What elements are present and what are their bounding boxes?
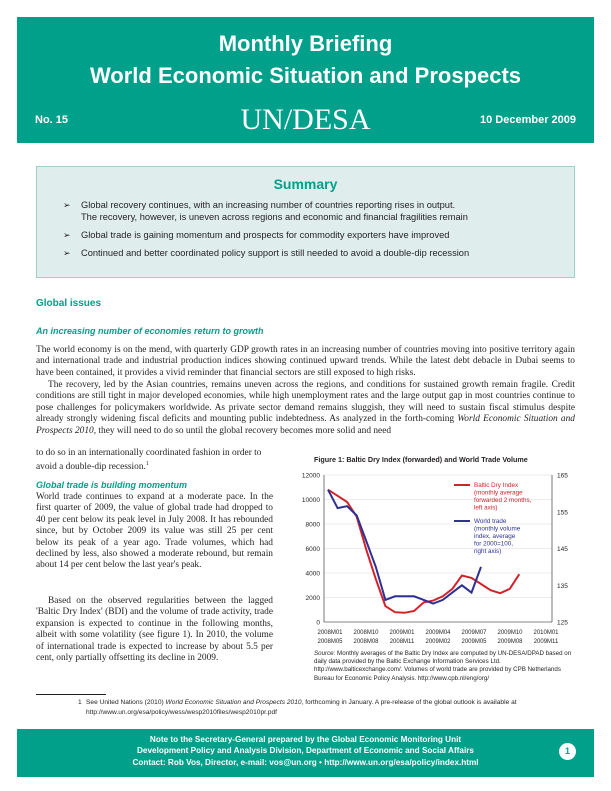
y-left-tick-label: 4000 <box>305 570 320 578</box>
summary-item-text: Global recovery continues, with an increasing number of countries reporting rises in output. <box>81 200 456 210</box>
y-left-tick-label: 12000 <box>301 472 320 480</box>
briefing-title: Monthly Briefing <box>218 31 393 56</box>
legend-entry: right axis) <box>474 548 502 555</box>
org-logo-text: UN/DESA <box>240 103 371 136</box>
x-tick-label: 2008M10 <box>353 630 379 636</box>
y-left-tick-label: 10000 <box>301 497 320 504</box>
footnote-number: 1 <box>78 699 82 706</box>
arrow-bullet-icon: ➢ <box>63 230 71 240</box>
footnote-marker: 1 <box>145 461 149 468</box>
paragraph-2-text: , they will need to do so until the global recovery becomes more solid and need <box>93 425 392 436</box>
x-tick-label: 2008M01 <box>317 630 343 636</box>
paragraph-2-tail <box>36 448 273 474</box>
legend-entry: left axis) <box>474 504 498 512</box>
paragraph-2-text: The recovery, led by the Asian countries, remains uneven across the regions, and conditions for sustained growth remain fragile. Credit conditions are still tight in major developed economies, while high unemployment rates and the large output gap in most countries continue to pose challenges for policymakers worldwide. As private sector demand remains sluggish, they will need to sustain fiscal stimulus despite already strongly widening fiscal deficits and mounting public indebtedness. As analyzed in the forth-coming <box>36 380 575 425</box>
summary-list <box>63 199 563 265</box>
footer-lines <box>17 734 594 768</box>
arrow-bullet-icon: ➢ <box>63 200 71 210</box>
subheading-growth: An increasing number of economies return to growth <box>36 326 264 336</box>
x-tick-label: 2009M04 <box>425 630 451 636</box>
paragraph-4: Based on the observed regularities between the lagged 'Baltic Dry Index' (BDI) and the volume of trade activity, trade expansion is expected to continue in the following months, albeit with some volatility (see figure 1). In 2010, the volume of international trade is expected to increase by about 5.5 per cent, only partially offsetting its decline in 2009. <box>36 596 273 664</box>
paragraph-2 <box>36 380 575 437</box>
x-tick-label: 2009M07 <box>461 630 487 636</box>
legend-entry: forwarded 2 months, <box>474 497 532 504</box>
x-tick-label: 2010M01 <box>533 630 559 636</box>
footnote-title: World Economic Situation and Prospects 2010 <box>165 699 302 706</box>
summary-item-text: The recovery, however, is uneven across regions and economic and financial fragilities remain <box>81 212 468 222</box>
subheading-trade: Global trade is building momentum <box>36 480 188 490</box>
y-right-tick-label: 125 <box>557 619 568 627</box>
issue-number: No. 15 <box>35 114 69 126</box>
x-tick-label: 2009M08 <box>497 639 523 645</box>
paragraph-2-tail-text: to do so in an internationally coordinated fashion in order to avoid a double-dip recession. <box>36 448 262 473</box>
y-left-tick-label: 6000 <box>305 546 320 553</box>
legend-entry: (monthly volume <box>474 525 521 533</box>
briefing-subtitle: World Economic Situation and Prospects <box>89 63 522 88</box>
y-right-tick-label: 145 <box>557 546 568 553</box>
y-right-tick-label: 155 <box>557 509 568 517</box>
legend-entry: (monthly average <box>474 489 523 497</box>
legend-entry: for 2000=100, <box>474 540 514 548</box>
summary-box <box>36 166 575 278</box>
x-tick-label: 2009M11 <box>533 639 559 645</box>
summary-title: Summary <box>273 176 338 192</box>
summary-item <box>63 247 563 259</box>
x-tick-label: 2009M02 <box>425 639 451 645</box>
issue-date: 10 December 2009 <box>479 114 576 126</box>
footnote <box>78 698 576 717</box>
publication-title: World Economic Situation and Prospects 2010 <box>36 414 575 436</box>
footer-contact: Contact: Rob Vos, Director, e-mail: vos@un.org • http://www.un.org/esa/policy/index.html <box>132 757 479 767</box>
x-tick-label: 2008M11 <box>389 639 415 645</box>
page-number: 1 <box>559 743 576 760</box>
source-label: Source: <box>314 650 336 657</box>
footer-banner <box>17 729 594 777</box>
y-right-tick-label: 165 <box>557 472 568 480</box>
legend-entry: index, average <box>474 533 516 540</box>
footnote-text: , forthcoming in January. A pre-release of the global outlook is available at http://www.un.org/esa/policy/wess/wesp2010files/wesp2010pr.pdf <box>86 699 517 716</box>
y-left-tick-label: 8000 <box>305 521 320 529</box>
arrow-bullet-icon: ➢ <box>63 248 71 258</box>
figure-source <box>314 650 579 683</box>
footer-line: Development Policy and Analysis Division, Department of Economic and Social Affairs <box>137 746 474 756</box>
paragraph-3: World trade continues to expand at a moderate pace. In the first quarter of 2009, the value of global trade had dropped to 40 per cent below its peak level in July 2008. It has rebounded since, but by October 2009 its value was still 25 per cent below its peak of a year ago. Trade volumes, which had declined by less, also showed a moderate rebound, but remain about 14 per cent below the last year's peak. <box>36 492 273 571</box>
paragraph-1: The world economy is on the mend, with quarterly GDP growth rates in an increasing number of countries moving into positive territory again and international trade and industrial production indices showing continued upward trends. While the latest debt debacle in Dubai seems to have been contained, it provides a vivid reminder that financial sectors are still exposed to high risks. <box>36 345 575 378</box>
summary-item-text: Global trade is gaining momentum and prospects for commodity exporters have improved <box>81 230 450 240</box>
summary-item <box>63 199 563 223</box>
y-right-tick-label: 135 <box>557 582 568 590</box>
section-heading: Global issues <box>36 298 102 309</box>
legend-entry: Baltic Dry Index <box>474 482 519 489</box>
source-text: Monthly averages of the Baltic Dry Index are computed by UN-DESA/DPAD based on daily data provided by the Baltic Exchange Information Services Ltd. http://www.balticexchange.com/. Volumes of world trade are provided by CPB Netherlands Bureau for Economic Policy Analysis. http://www.cpb.nl/eng/org/ <box>314 650 572 682</box>
y-left-tick-label: 0 <box>316 619 320 627</box>
x-tick-label: 2009M01 <box>389 630 415 636</box>
y-left-tick-label: 2000 <box>305 595 320 602</box>
header-banner <box>17 17 594 143</box>
summary-item <box>63 229 563 241</box>
baltic-trade-chart <box>284 467 584 647</box>
footnote-rule <box>36 694 106 695</box>
figure-title: Figure 1: Baltic Dry Index (forwarded) and World Trade Volume <box>314 455 528 464</box>
summary-item-text: Continued and better coordinated policy support is still needed to avoid a double-dip recession <box>81 248 470 258</box>
x-tick-label: 2008M05 <box>317 639 343 645</box>
footnote-text: See United Nations (2010) <box>86 699 166 706</box>
x-tick-label: 2008M08 <box>353 639 379 645</box>
footer-line: Note to the Secretary-General prepared by the Global Economic Monitoring Unit <box>149 735 462 744</box>
x-tick-label: 2009M05 <box>461 639 487 645</box>
x-tick-label: 2009M10 <box>497 630 523 636</box>
legend-entry: World trade <box>474 518 507 525</box>
